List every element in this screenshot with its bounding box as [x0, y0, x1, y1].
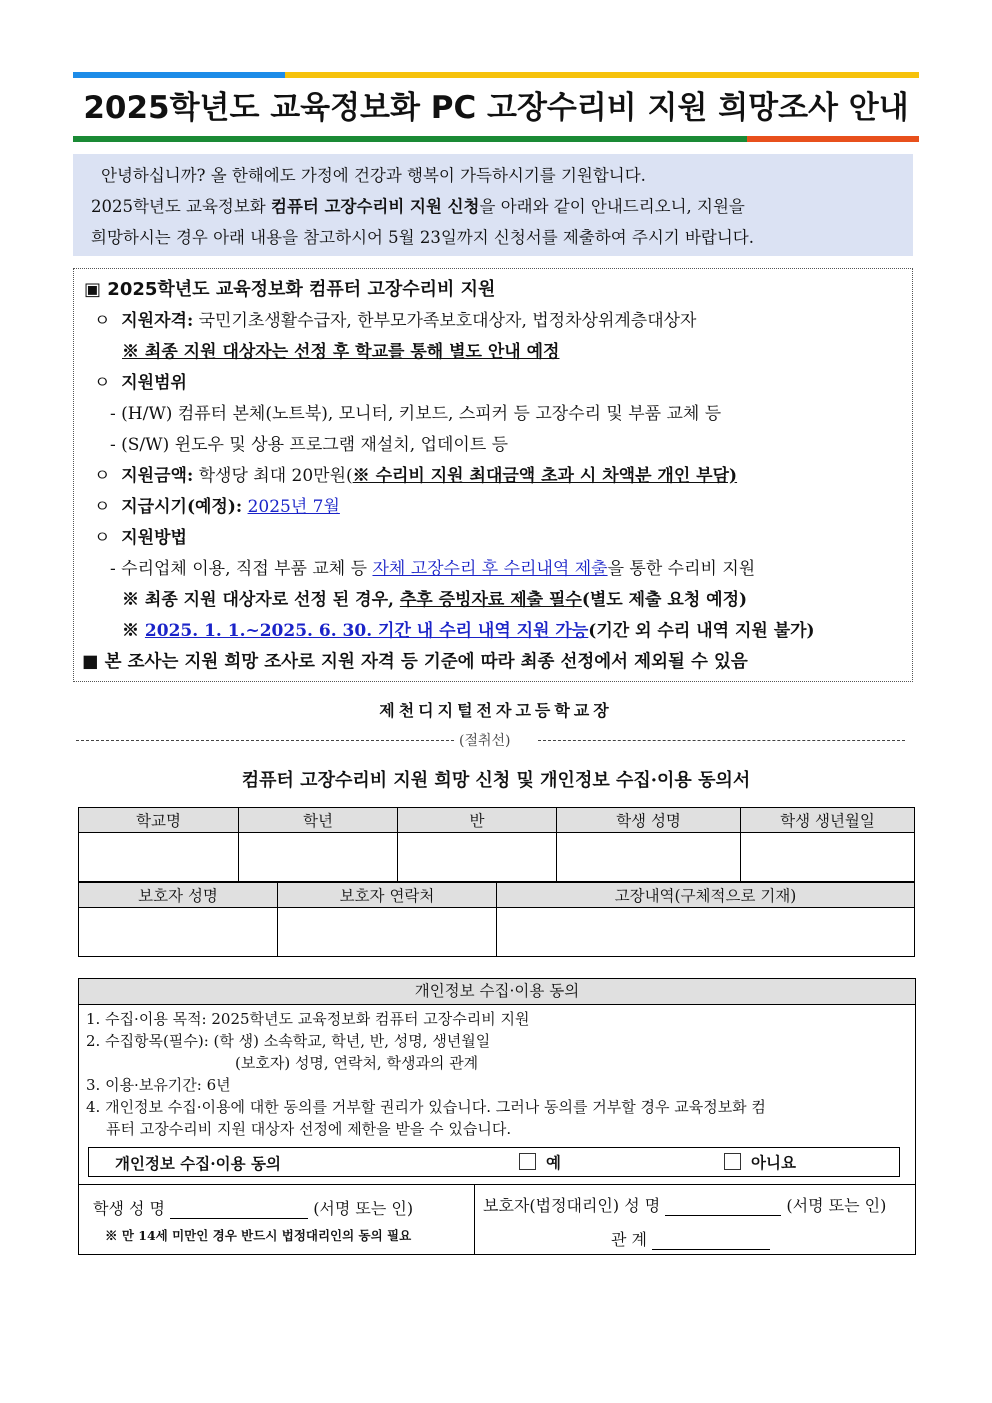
under14-note: ※ 만 14세 미만인 경우 반드시 법정대리인의 동의 필요 [105, 1228, 412, 1243]
title-bar-bottom-orange [747, 136, 919, 142]
timing-line: ㅇ 지급시기(예정): 2025년 7월 [94, 497, 340, 517]
header-guardian-name: 보호자 성명 [79, 883, 278, 908]
consent-yes-option[interactable]: 예 [519, 1151, 561, 1173]
intro-box [73, 154, 913, 256]
method-detail: - 수리업체 이용, 직접 부품 교체 등 자체 고장수리 후 수리내역 제출을 통한 수리비 지원 [110, 559, 756, 579]
title-bar-top-yellow [285, 72, 919, 78]
title-bar-bottom-green [73, 136, 747, 142]
relation-line: 관 계 [611, 1227, 770, 1250]
school-signature: 제천디지털전자고등학교장 [379, 701, 613, 720]
guardian-sign-line: 보호자(법정대리인) 성 명 (서명 또는 인) [483, 1196, 887, 1215]
repair-details-field[interactable] [497, 908, 915, 957]
grade-field[interactable] [239, 833, 398, 882]
note-evidence: ※ 최종 지원 대상자로 선정 된 경우, 추후 증빙자료 제출 필수(별도 제출 요청 예정) [122, 590, 748, 610]
yes-checkbox[interactable] [519, 1153, 536, 1170]
application-table-1 [78, 807, 915, 882]
scope-hw: - (H/W) 컴퓨터 본체(노트북), 모니터, 키보드, 스피커 등 고장수리 및 부품 교체 등 [110, 404, 722, 424]
header-repair-details: 고장내역(구체적으로 기재) [497, 883, 915, 908]
header-student-name: 학생 성명 [557, 808, 741, 833]
consent-item-1: 1. 수집·이용 목적: 2025학년도 교육정보화 컴퓨터 고장수리비 지원 [86, 1010, 530, 1028]
consent-item-4b: 퓨터 고장수리비 지원 대상자 선정에 제한을 받을 수 있습니다. [106, 1120, 512, 1138]
header-class: 반 [398, 808, 557, 833]
class-field[interactable] [398, 833, 557, 882]
student-sign-line: 학생 성 명 (서명 또는 인) [93, 1199, 414, 1218]
student-name-field[interactable] [557, 833, 741, 882]
birthdate-field[interactable] [741, 833, 915, 882]
notice-header: ▣ 2025학년도 교육정보화 컴퓨터 고장수리비 지원 [84, 279, 496, 300]
cut-line-label: (절취선) [459, 733, 511, 749]
consent-item-2b: (보호자) 성명, 연락처, 학생과의 관계 [235, 1054, 479, 1072]
cut-line-left [76, 740, 454, 741]
header-guardian-phone: 보호자 연락처 [278, 883, 497, 908]
page-title: 2025학년도 교육정보화 PC 고장수리비 지원 희망조사 안내 [83, 90, 909, 126]
note-period: ※ 2025. 1. 1.~2025. 6. 30. 기간 내 수리 내역 지원 가능(기간 외 수리 내역 지원 불가) [122, 621, 815, 641]
relation-field[interactable] [652, 1234, 770, 1250]
table-input-row [79, 833, 915, 882]
school-field[interactable] [79, 833, 239, 882]
notice-header-icon: ▣ [84, 279, 102, 300]
no-checkbox[interactable] [724, 1153, 741, 1170]
method-line: ㅇ 지원방법 [94, 528, 187, 548]
cut-line-right [538, 740, 905, 741]
eligibility-note: ※ 최종 지원 대상자는 선정 후 학교를 통해 별도 안내 예정 [122, 342, 560, 362]
consent-item-3: 3. 이용·보유기간: 6년 [86, 1076, 231, 1094]
intro-line-3: 희망하시는 경우 아래 내용을 참고하시어 5월 23일까지 신청서를 제출하여 주시기 바랍니다. [91, 228, 754, 247]
application-table-2 [78, 882, 915, 957]
amount-line: ㅇ 지원금액: 학생당 최대 20만원(※ 수리비 지원 최대금액 초과 시 차액분 개인 부담) [94, 466, 738, 486]
consent-items [86, 1008, 766, 1140]
guardian-name-field[interactable] [79, 908, 278, 957]
scope-sw: - (S/W) 윈도우 및 상용 프로그램 재설치, 업데이트 등 [110, 435, 509, 455]
student-sign-field[interactable] [170, 1203, 308, 1219]
title-bar-top-blue [73, 72, 285, 78]
scope-line: ㅇ 지원범위 [94, 373, 187, 393]
table-input-row [79, 908, 915, 957]
consent-box [78, 978, 916, 1255]
consent-item-4a: 4. 개인정보 수집·이용에 대한 동의를 거부할 권리가 있습니다. 그러나 동의를 거부할 경우 교육정보화 컴 [86, 1098, 766, 1116]
consent-agree-label: 개인정보 수집·이용 동의 [115, 1154, 281, 1173]
guardian-sign-field[interactable] [665, 1200, 781, 1216]
form-title: 컴퓨터 고장수리비 지원 희망 신청 및 개인정보 수집·이용 동의서 [241, 770, 751, 791]
guardian-phone-field[interactable] [278, 908, 497, 957]
table-header-row [79, 808, 915, 833]
final-note-icon: ■ [82, 652, 99, 672]
table-header-row [79, 883, 915, 908]
final-note: ■ 본 조사는 지원 희망 조사로 지원 자격 등 기준에 따라 최종 선정에서 제외될 수 있음 [82, 652, 748, 672]
signature-divider [79, 1184, 915, 1185]
consent-title: 개인정보 수집·이용 동의 [79, 979, 915, 1005]
consent-agree-row [88, 1147, 900, 1177]
intro-line-1: 안녕하십니까? 올 한해에도 가정에 건강과 행복이 가득하시기를 기원합니다. [101, 166, 646, 185]
signature-vertical-divider [474, 1184, 475, 1254]
header-school: 학교명 [79, 808, 239, 833]
notice-box [73, 268, 913, 682]
consent-item-2a: 2. 수집항목(필수): (학 생) 소속학교, 학년, 반, 성명, 생년월일 [86, 1032, 491, 1050]
consent-no-option[interactable]: 아니요 [724, 1151, 796, 1173]
eligibility-line: ㅇ 지원자격: 국민기초생활수급자, 한부모가족보호대상자, 법정차상위계층대상자 [94, 311, 697, 331]
header-birthdate: 학생 생년월일 [741, 808, 915, 833]
intro-line-2: 2025학년도 교육정보화 컴퓨터 고장수리비 지원 신청을 아래와 같이 안내드리오니, 지원을 [91, 197, 745, 216]
header-grade: 학년 [239, 808, 398, 833]
